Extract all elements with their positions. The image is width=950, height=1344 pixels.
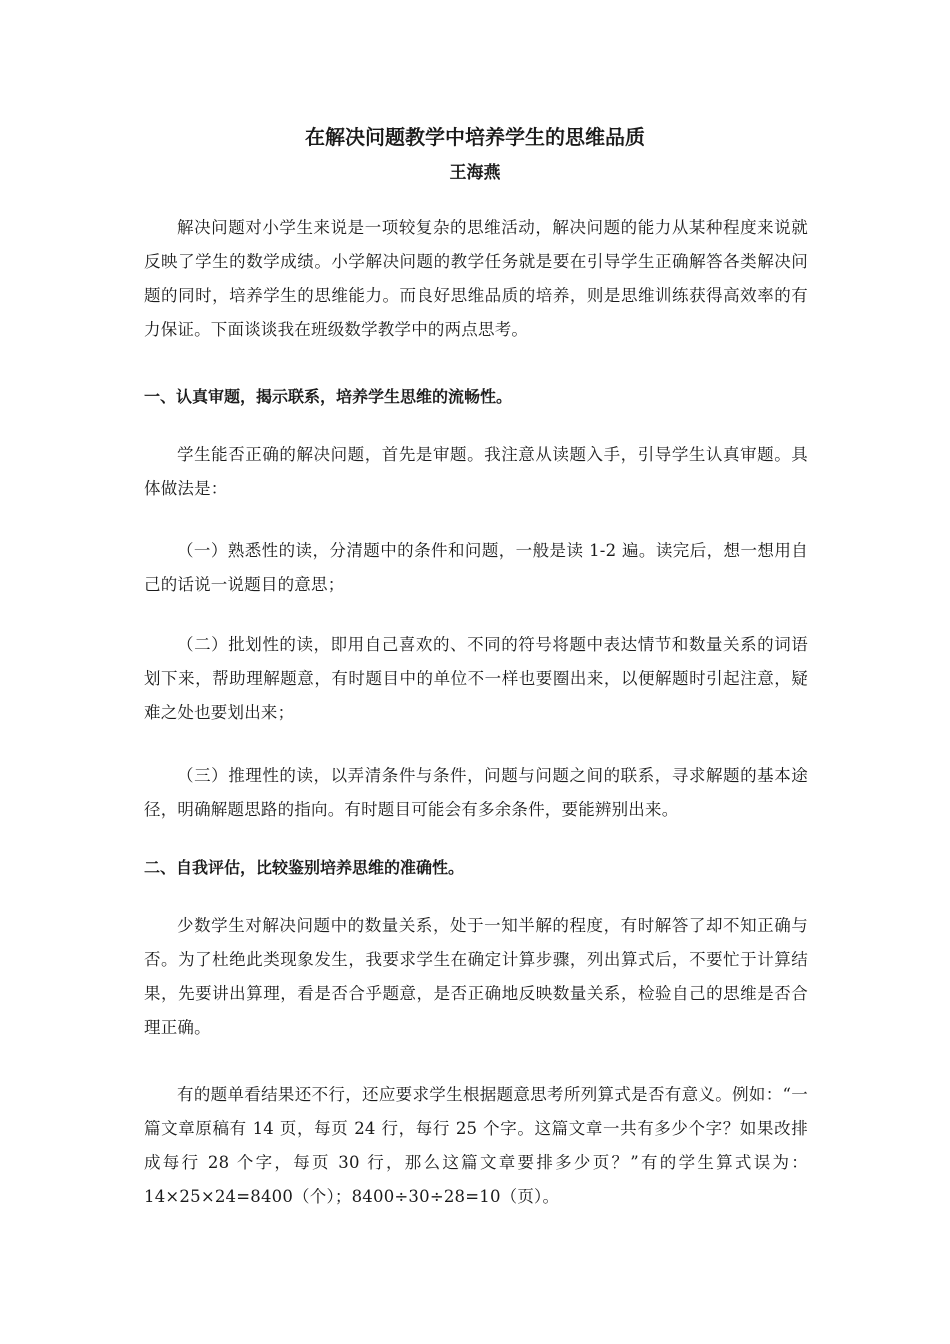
section-2-heading: 二、自我评估，比较鉴别培养思维的准确性。 bbox=[144, 858, 465, 877]
section-1-paragraph-2: （一）熟悉性的读，分清题中的条件和问题，一般是读 1-2 遍。读完后，想一想用自己的话说一说题目的意思； bbox=[144, 541, 808, 594]
section-1-paragraph-4: （三）推理性的读，以弄清条件与条件，问题与问题之间的联系，寻求解题的基本途径，明确解题思路的指向。有时题目可能会有多余条件，要能辨别出来。 bbox=[144, 766, 808, 819]
section-2-paragraph-2: 有的题单看结果还不行，还应要求学生根据题意思考所列算式是否有意义。例如：“一篇文章原稿有 14 页，每页 24 行，每行 25 个字。这篇文章一共有多少个字？如果改排成每行 28 个字，每页 30 行，那么这篇文章要排多少页？”有的学生算式误为：14×25×24=8400（个）；8400÷30÷28=10（页）。 bbox=[144, 1085, 808, 1206]
section-2-paragraph-1: 少数学生对解决问题中的数量关系，处于一知半解的程度，有时解答了却不知正确与否。为了杜绝此类现象发生，我要求学生在确定计算步骤，列出算式后，不要忙于计算结果，先要讲出算理，看是否合乎题意，是否正确地反映数量关系，检验自己的思维是否合理正确。 bbox=[144, 916, 808, 1037]
page-title: 在解决问题教学中培养学生的思维品质 bbox=[305, 125, 645, 149]
intro-paragraph: 解决问题对小学生来说是一项较复杂的思维活动，解决问题的能力从某种程度来说就反映了学生的数学成绩。小学解决问题的教学任务就是要在引导学生正确解答各类解决问题的同时，培养学生的思维能力。而良好思维品质的培养，则是思维训练获得高效率的有力保证。下面谈谈我在班级数学教学中的两点思考。 bbox=[144, 218, 808, 339]
section-1-heading: 一、认真审题，揭示联系，培养学生思维的流畅性。 bbox=[144, 387, 513, 406]
section-1-paragraph-1: 学生能否正确的解决问题，首先是审题。我注意从读题入手，引导学生认真审题。具体做法是： bbox=[144, 445, 808, 498]
author-name: 王海燕 bbox=[449, 163, 501, 183]
section-1-paragraph-3: （二）批划性的读，即用自己喜欢的、不同的符号将题中表达情节和数量关系的词语划下来，帮助理解题意，有时题目中的单位不一样也要圈出来，以便解题时引起注意，疑难之处也要划出来； bbox=[144, 635, 808, 722]
